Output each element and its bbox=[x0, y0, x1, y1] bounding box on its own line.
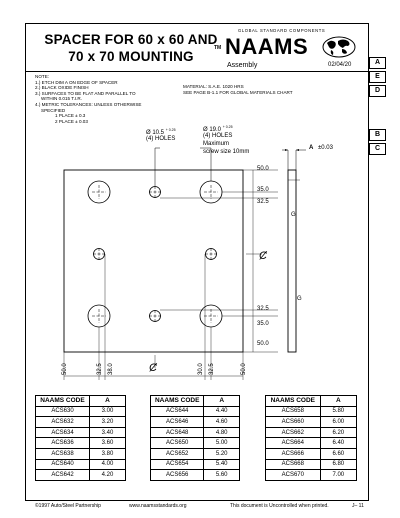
max-screw-size: screw size 10mm bbox=[203, 149, 250, 155]
dim-right-50-top: 50.0 bbox=[257, 166, 269, 172]
naams-logo-text: NAAMS bbox=[225, 34, 309, 59]
side-g-label-bottom: G bbox=[297, 296, 302, 302]
table-row: ACS638 3.80 bbox=[36, 448, 126, 459]
note-line: 1.) ETCH DIM A ON EDGE OF SPACER bbox=[35, 79, 118, 85]
dim-bottom-50-left: 50.0 bbox=[62, 363, 68, 375]
thickness-tolerance: ±0.03 bbox=[318, 145, 333, 151]
tab-a[interactable]: A bbox=[369, 57, 386, 69]
tab-d[interactable]: D bbox=[369, 85, 386, 97]
table-row: ACS634 3.40 bbox=[36, 427, 126, 438]
note-line: SPECIFIED bbox=[41, 107, 66, 113]
material-line: MATERIAL: S.A.E. 1020 HRS bbox=[183, 84, 244, 89]
table-row: ACS632 3.20 bbox=[36, 417, 126, 428]
title-line-2: 70 x 70 MOUNTING bbox=[68, 49, 194, 64]
code-table-2 bbox=[150, 395, 240, 481]
footer-website[interactable]: www.naamsstandards.org bbox=[129, 503, 187, 509]
max-screw-label: Maximum bbox=[203, 141, 230, 147]
small-hole-dia-label: Ø 10.5 $^{+ 0.25}$ bbox=[146, 128, 176, 136]
table-row: ACS668 6.80 bbox=[266, 459, 357, 470]
table-row: ACS636 3.60 bbox=[36, 438, 126, 449]
assembly-label: Assembly bbox=[227, 62, 258, 69]
small-hole-count: (4) HOLES bbox=[146, 136, 176, 142]
dim-bottom-38: 38.0 bbox=[108, 363, 114, 375]
table-row: ACS630 3.00 bbox=[36, 406, 126, 417]
table-header: NAAMS CODE bbox=[36, 396, 90, 407]
table-header: NAAMS CODE bbox=[151, 396, 204, 407]
dim-right-35-bottom: 35.0 bbox=[257, 321, 269, 327]
footer-disclaimer: This document is Uncontrolled when printed. bbox=[230, 503, 329, 509]
table-row: ACS640 4.00 bbox=[36, 459, 126, 470]
centerline-symbol-right: Ȼ bbox=[259, 250, 267, 262]
centerline-symbol-bottom: Ȼ bbox=[149, 362, 157, 374]
dim-bottom-32-5-left: 32.5 bbox=[97, 363, 103, 375]
table-row: ACS648 4.80 bbox=[151, 427, 240, 438]
side-view-outline bbox=[288, 170, 296, 352]
table-row: ACS664 6.40 bbox=[266, 438, 357, 449]
code-table-1 bbox=[35, 395, 126, 481]
table-row: ACS656 5.60 bbox=[151, 470, 240, 481]
note-line: 1 PLACE ± 0.3 bbox=[55, 113, 86, 119]
table-header: A bbox=[90, 396, 126, 407]
tab-b[interactable]: B bbox=[369, 129, 386, 141]
dim-right-35-top: 35.0 bbox=[257, 187, 269, 193]
dim-bottom-32-5-right: 32.5 bbox=[209, 363, 215, 375]
table-row: ACS652 5.20 bbox=[151, 448, 240, 459]
note-line: 4.) METRIC TOLERANCES: UNLESS OTHERWISE bbox=[35, 101, 142, 107]
thickness-label: A bbox=[309, 145, 314, 151]
footer-copyright: ©1997 Auto/Steel Partnership bbox=[35, 503, 101, 509]
large-hole-dia-label: Ø 19.0 $^{+ 0.25}$ bbox=[203, 125, 233, 133]
table-row: ACS654 5.40 bbox=[151, 459, 240, 470]
side-g-label-top: G bbox=[291, 212, 296, 218]
table-row: ACS646 4.60 bbox=[151, 417, 240, 428]
table-header: NAAMS CODE bbox=[266, 396, 321, 407]
dim-bottom-30: 30.0 bbox=[198, 363, 204, 375]
dim-right-32-5-bottom: 32.5 bbox=[257, 306, 269, 312]
dim-right-32-5-top: 32.5 bbox=[257, 199, 269, 205]
note-line: 3.) SURFACES TO BE FLAT AND PARALLEL TO bbox=[35, 90, 136, 96]
tab-c[interactable]: C bbox=[369, 143, 386, 155]
table-row: ACS670 7.00 bbox=[266, 470, 357, 481]
note-line: WITHIN 0.015 T.I.R. bbox=[41, 96, 83, 102]
table-header: A bbox=[204, 396, 240, 407]
table-row: ACS666 6.60 bbox=[266, 448, 357, 459]
note-line: 2 PLACE ± 0.03 bbox=[55, 118, 88, 124]
large-hole-count: (4) HOLES bbox=[203, 133, 233, 139]
brand-tagline: GLOBAL STANDARD COMPONENTS bbox=[238, 28, 326, 33]
table-row: ACS660 6.00 bbox=[266, 417, 357, 428]
tab-e[interactable]: E bbox=[369, 71, 386, 83]
revision-date: 02/04/20 bbox=[328, 62, 352, 68]
table-header: A bbox=[320, 396, 356, 407]
title-line-1: SPACER FOR 60 x 60 AND bbox=[44, 32, 218, 47]
table-row: ACS662 6.20 bbox=[266, 427, 357, 438]
trademark-mark: TM bbox=[214, 45, 222, 51]
note-heading: NOTE: bbox=[35, 74, 50, 79]
material-line: SEE PAGE B-1.1 FOR GLOBAL MATERIALS CHART bbox=[183, 89, 293, 95]
code-table-3 bbox=[265, 395, 357, 481]
table-row: ACS644 4.40 bbox=[151, 406, 240, 417]
note-line: 2.) BLACK OXIDE FINISH bbox=[35, 85, 89, 91]
dim-bottom-50-right: 50.0 bbox=[241, 363, 247, 375]
dim-right-50-bottom: 50.0 bbox=[257, 341, 269, 347]
footer-page-number: J– 11 bbox=[352, 503, 364, 509]
table-row: ACS642 4.20 bbox=[36, 470, 126, 481]
table-row: ACS650 5.00 bbox=[151, 438, 240, 449]
table-row: ACS658 5.80 bbox=[266, 406, 357, 417]
